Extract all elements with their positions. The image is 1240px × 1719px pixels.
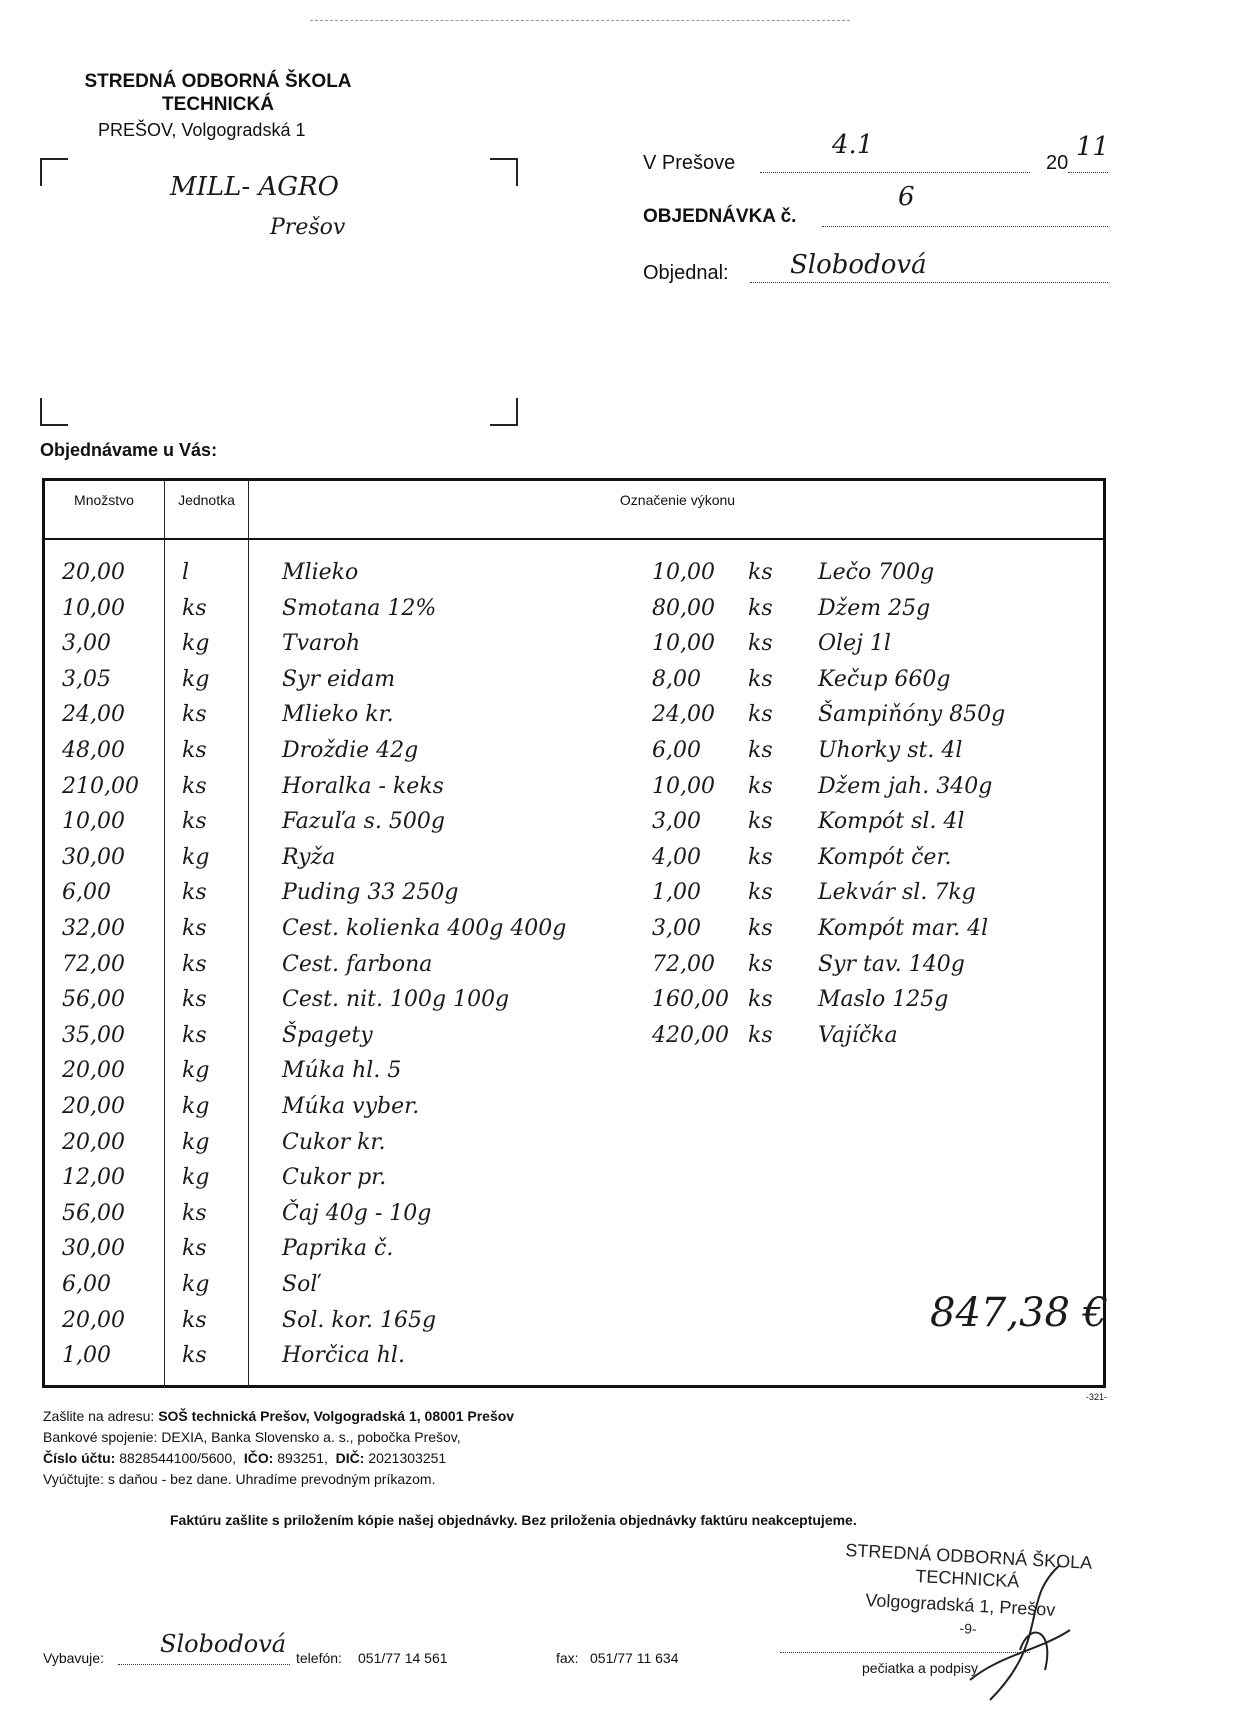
place-label: V Prešove xyxy=(643,152,736,174)
left-row-item: Cest. farbona xyxy=(282,952,433,977)
left-row-item: Mlieko xyxy=(282,560,359,585)
school-name-line1: STREDNÁ ODBORNÁ ŠKOLA xyxy=(84,71,352,92)
table-header-divider xyxy=(42,538,1106,540)
left-row-quantity: 20,00 xyxy=(62,1094,125,1119)
left-row-quantity: 20,00 xyxy=(62,560,125,585)
right-row-item: Šampiňóny 850g xyxy=(818,702,1006,727)
account-label: Číslo účtu: xyxy=(43,1450,116,1466)
right-row-quantity: 4,00 xyxy=(652,845,701,870)
left-row-item: Múka hl. 5 xyxy=(282,1058,402,1083)
left-row-item: Tvaroh xyxy=(282,631,361,656)
right-row-quantity: 72,00 xyxy=(652,952,715,977)
left-row-unit: kg xyxy=(182,845,210,870)
scan-artifact-line xyxy=(310,20,850,21)
right-row-quantity: 10,00 xyxy=(652,560,715,585)
left-row-unit: ks xyxy=(182,738,207,763)
left-row-quantity: 30,00 xyxy=(62,1236,125,1261)
ordered-by-signature: Slobodová xyxy=(790,250,927,280)
stamp-line3: Volgogradská 1, Prešov xyxy=(864,1590,1056,1620)
right-row-quantity: 1,00 xyxy=(652,880,701,905)
right-row-item: Maslo 125g xyxy=(818,987,949,1012)
left-row-quantity: 30,00 xyxy=(62,845,125,870)
ico-value: 893251, xyxy=(277,1450,328,1466)
bank-value: DEXIA, Banka Slovensko a. s., pobočka Prešov, xyxy=(161,1429,461,1445)
send-address xyxy=(43,1408,514,1424)
left-row-quantity: 56,00 xyxy=(62,1201,125,1226)
right-row-item: Kompót sl. 4l xyxy=(818,809,965,834)
left-row-item: Syr eidam xyxy=(282,667,396,692)
bank-label: Bankové spojenie: xyxy=(43,1429,158,1445)
right-row-unit: ks xyxy=(748,952,773,977)
right-row-quantity: 24,00 xyxy=(652,702,715,727)
ordered-by-label: Objednal: xyxy=(643,262,729,284)
school-address: PREŠOV, Volgogradská 1 xyxy=(98,120,306,140)
table-column-divider xyxy=(248,478,249,1388)
right-row-quantity: 80,00 xyxy=(652,596,715,621)
left-row-unit: kg xyxy=(182,1058,210,1083)
right-row-quantity: 8,00 xyxy=(652,667,701,692)
stamp-line1: STREDNÁ ODBORNÁ ŠKOLA xyxy=(844,1540,1093,1573)
left-row-quantity: 32,00 xyxy=(62,916,125,941)
left-row-quantity: 48,00 xyxy=(62,738,125,763)
order-intro: Objednávame u Vás: xyxy=(40,440,218,460)
left-row-unit: ks xyxy=(182,809,207,834)
send-value: SOŠ technická Prešov, Volgogradská 1, 08001 Prešov xyxy=(158,1408,515,1424)
left-row-unit: ks xyxy=(182,952,207,977)
date-dots xyxy=(760,152,1030,173)
right-row-unit: ks xyxy=(748,738,773,763)
order-year: 11 xyxy=(1076,132,1110,162)
right-row-unit: ks xyxy=(748,845,773,870)
left-row-quantity: 3,00 xyxy=(62,631,111,656)
right-row-item: Syr tav. 140g xyxy=(818,952,965,977)
left-row-unit: ks xyxy=(182,987,207,1012)
left-row-quantity: 24,00 xyxy=(62,702,125,727)
left-row-item: Droždie 42g xyxy=(282,738,419,763)
order-number-label: OBJEDNÁVKA č. xyxy=(643,206,797,227)
left-row-quantity: 72,00 xyxy=(62,952,125,977)
left-row-item: Paprika č. xyxy=(282,1236,394,1261)
account-value: 8828544100/5600, xyxy=(119,1450,237,1466)
right-row-item: Džem 25g xyxy=(818,596,931,621)
handled-by-label: Vybavuje: xyxy=(43,1650,104,1666)
left-row-item: Fazuľa s. 500g xyxy=(282,809,445,834)
left-row-unit: ks xyxy=(182,916,207,941)
left-row-item: Špagety xyxy=(282,1023,373,1048)
left-row-unit: ks xyxy=(182,1343,207,1368)
left-row-quantity: 6,00 xyxy=(62,880,111,905)
left-row-item: Horalka - keks xyxy=(282,774,444,799)
left-row-item: Sol. kor. 165g xyxy=(282,1308,437,1333)
right-row-unit: ks xyxy=(748,809,773,834)
left-row-quantity: 1,00 xyxy=(62,1343,111,1368)
right-row-quantity: 10,00 xyxy=(652,631,715,656)
right-row-unit: ks xyxy=(748,774,773,799)
left-row-quantity: 210,00 xyxy=(62,774,139,799)
left-row-unit: ks xyxy=(182,880,207,905)
left-row-item: Mlieko kr. xyxy=(282,702,394,727)
left-row-unit: l xyxy=(182,560,190,585)
recipient-name: MILL- AGRO xyxy=(170,172,339,202)
sign-dots xyxy=(780,1652,1030,1653)
ico-label: IČO: xyxy=(243,1450,274,1466)
fax-value: 051/77 11 634 xyxy=(590,1650,679,1666)
recipient-city: Prešov xyxy=(270,215,346,240)
left-row-quantity: 56,00 xyxy=(62,987,125,1012)
left-row-unit: ks xyxy=(182,1236,207,1261)
phone-label: telefón: xyxy=(296,1650,342,1666)
table-column-divider xyxy=(164,478,165,1388)
right-row-item: Kompót čer. xyxy=(818,845,952,870)
year-prefix: 20 xyxy=(1046,152,1069,174)
right-row-unit: ks xyxy=(748,667,773,692)
billing-info xyxy=(43,1471,435,1487)
left-row-item: Cest. nit. 100g 100g xyxy=(282,987,510,1012)
order-number-dots xyxy=(822,206,1108,227)
left-row-item: Ryža xyxy=(282,845,336,870)
left-row-unit: ks xyxy=(182,596,207,621)
address-window-corner xyxy=(40,398,68,426)
bank-connection xyxy=(43,1429,461,1445)
left-row-unit: kg xyxy=(182,667,210,692)
right-row-item: Džem jah. 340g xyxy=(818,774,993,799)
address-window-corner xyxy=(490,398,518,426)
left-row-quantity: 20,00 xyxy=(62,1308,125,1333)
account-info xyxy=(43,1450,446,1466)
left-row-item: Puding 33 250g xyxy=(282,880,459,905)
order-date: 4.1 xyxy=(832,130,874,160)
address-window-corner xyxy=(40,158,68,186)
header-description: Označenie výkonu xyxy=(619,492,736,508)
left-row-unit: kg xyxy=(182,1130,210,1155)
stamp-line4: -9- xyxy=(959,1620,978,1637)
left-row-quantity: 3,05 xyxy=(62,667,111,692)
left-row-unit: ks xyxy=(182,702,207,727)
right-row-quantity: 160,00 xyxy=(652,987,729,1012)
right-row-unit: ks xyxy=(748,560,773,585)
right-row-item: Kečup 660g xyxy=(818,667,951,692)
right-row-quantity: 420,00 xyxy=(652,1023,729,1048)
left-row-unit: ks xyxy=(182,1023,207,1048)
left-row-unit: ks xyxy=(182,774,207,799)
left-row-quantity: 12,00 xyxy=(62,1165,125,1190)
order-total: 847,38 € xyxy=(930,1290,1109,1336)
dic-label: DIČ: xyxy=(335,1450,365,1466)
right-row-unit: ks xyxy=(748,631,773,656)
right-row-item: Kompót mar. 4l xyxy=(818,916,989,941)
right-row-item: Lekvár sl. 7kg xyxy=(818,880,976,905)
order-number: 6 xyxy=(898,182,915,212)
left-row-item: Cukor pr. xyxy=(282,1165,387,1190)
left-row-item: Čaj 40g - 10g xyxy=(282,1201,432,1226)
left-row-quantity: 20,00 xyxy=(62,1130,125,1155)
left-row-item: Soľ xyxy=(282,1272,320,1297)
right-row-item: Vajíčka xyxy=(818,1023,898,1048)
left-row-item: Cest. kolienka 400g 400g xyxy=(282,916,567,941)
left-row-item: Horčica hl. xyxy=(282,1343,405,1368)
school-name-line2: TECHNICKÁ xyxy=(162,94,274,115)
stamp-line2: TECHNICKÁ xyxy=(914,1566,1020,1592)
dic-value: 2021303251 xyxy=(368,1450,447,1466)
right-row-quantity: 10,00 xyxy=(652,774,715,799)
right-row-quantity: 3,00 xyxy=(652,809,701,834)
address-window-corner xyxy=(490,158,518,186)
left-row-unit: kg xyxy=(182,1094,210,1119)
left-row-item: Cukor kr. xyxy=(282,1130,386,1155)
sign-label: pečiatka a podpisy xyxy=(862,1660,978,1676)
left-row-item: Smotana 12% xyxy=(282,596,437,621)
right-row-unit: ks xyxy=(748,987,773,1012)
fax-label: fax: xyxy=(556,1650,579,1666)
right-row-item: Lečo 700g xyxy=(818,560,935,585)
left-row-unit: kg xyxy=(182,1165,210,1190)
left-row-unit: kg xyxy=(182,1272,210,1297)
billing-value: s daňou - bez dane. Uhradíme prevodným príkazom. xyxy=(107,1471,436,1487)
left-row-quantity: 20,00 xyxy=(62,1058,125,1083)
left-row-unit: kg xyxy=(182,631,210,656)
right-row-unit: ks xyxy=(748,916,773,941)
header-unit: Jednotka xyxy=(178,492,235,508)
right-row-unit: ks xyxy=(748,880,773,905)
signature-scribble xyxy=(960,1560,1080,1710)
right-row-unit: ks xyxy=(748,596,773,621)
send-label: Zašlite na adresu: xyxy=(43,1408,155,1424)
left-row-item: Múka vyber. xyxy=(282,1094,420,1119)
right-row-quantity: 3,00 xyxy=(652,916,701,941)
left-row-quantity: 6,00 xyxy=(62,1272,111,1297)
right-row-item: Olej 1l xyxy=(818,631,891,656)
right-row-unit: ks xyxy=(748,702,773,727)
handled-by-signature: Slobodová xyxy=(160,1630,287,1658)
left-row-unit: ks xyxy=(182,1201,207,1226)
left-row-quantity: 10,00 xyxy=(62,596,125,621)
page-code: -321- xyxy=(1086,1392,1108,1402)
left-row-quantity: 35,00 xyxy=(62,1023,125,1048)
left-row-quantity: 10,00 xyxy=(62,809,125,834)
right-row-item: Uhorky st. 4l xyxy=(818,738,963,763)
billing-label: Vyúčtujte: xyxy=(43,1471,104,1487)
right-row-unit: ks xyxy=(748,1023,773,1048)
school-name xyxy=(58,70,378,116)
header-quantity: Množstvo xyxy=(74,492,134,508)
right-row-quantity: 6,00 xyxy=(652,738,701,763)
left-row-unit: ks xyxy=(182,1308,207,1333)
invoice-notice: Faktúru zašlite s priložením kópie našej objednávky. Bez priloženia objednávky faktúru neakceptujeme. xyxy=(170,1512,857,1528)
phone-value: 051/77 14 561 xyxy=(358,1650,448,1666)
